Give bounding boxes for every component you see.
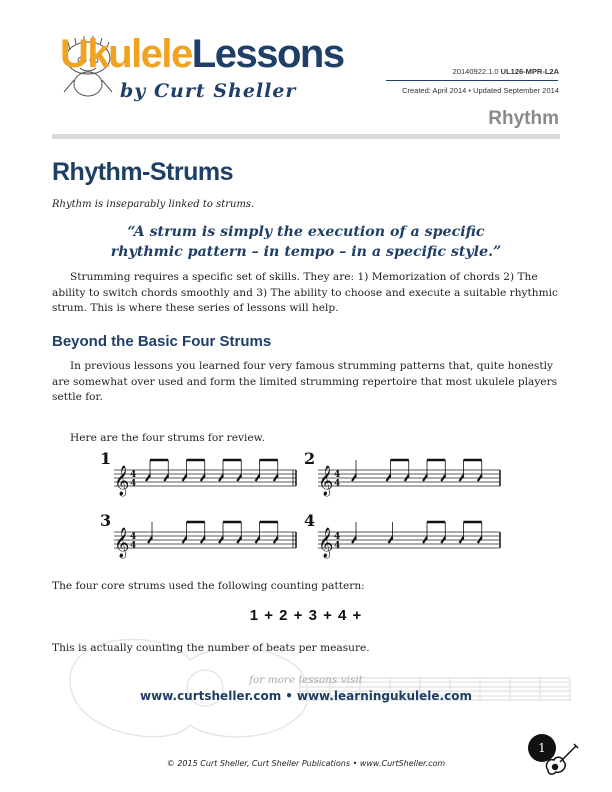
doc-version: 20140922.1.0 bbox=[452, 67, 499, 76]
page-title: Rhythm-Strums bbox=[52, 158, 234, 186]
treble-clef-icon: 𝄞 bbox=[318, 528, 334, 558]
logo-lessons-text: Lessons bbox=[191, 32, 344, 76]
quote-line-2: rhythmic pattern – in tempo – in a specific style.” bbox=[110, 244, 502, 260]
pull-quote bbox=[52, 222, 560, 262]
section-heading: Beyond the Basic Four Strums bbox=[52, 333, 272, 350]
copyright-notice: © 2015 Curt Sheller, Curt Sheller Publications • www.CurtSheller.com bbox=[166, 759, 446, 768]
paragraph-review: Here are the four strums for review. bbox=[70, 432, 265, 444]
intro-text: Rhythm is inseparably linked to strums. bbox=[52, 199, 255, 210]
doc-code: UL126-MPR-L2A bbox=[500, 67, 559, 76]
logo-ukulele-text: Ukulele bbox=[60, 32, 192, 76]
strum-notation bbox=[100, 450, 512, 568]
time-signature-bottom: 4 bbox=[334, 479, 341, 489]
more-lessons-label: for more lessons visit bbox=[249, 674, 363, 686]
link-learningukulele[interactable]: www.learningukulele.com bbox=[296, 689, 472, 703]
header-rule bbox=[386, 80, 558, 81]
paragraph-previous-lessons: In previous lessons you learned four very famous strumming patterns that, quite honestly are somewhat over used and form the limited strumming repertoire that most ukulele players settle for. bbox=[52, 360, 558, 403]
paragraph-skills: Strumming requires a specific set of skills. They are: 1) Memorization of chords 2) The ability to switch chords smoothly and 3) The ability to choose and execute a suitable rhythmic strum. This is where these series of lessons will help. bbox=[52, 271, 558, 314]
quote-line-1: “A strum is simply the execution of a specific bbox=[127, 224, 485, 240]
time-signature-top: 4 bbox=[130, 532, 137, 542]
doc-created-date: Created: April 2014 • Updated September 2014 bbox=[402, 86, 559, 95]
treble-clef-icon: 𝄞 bbox=[114, 466, 130, 496]
paragraph-counting-intro: The four core strums used the following counting pattern: bbox=[52, 580, 365, 592]
strum-number-4: 4 bbox=[304, 511, 316, 530]
treble-clef-icon: 𝄞 bbox=[114, 528, 130, 558]
paragraph-beats: This is actually counting the number of beats per measure. bbox=[52, 642, 370, 654]
time-signature-top: 4 bbox=[130, 470, 137, 480]
link-curtsheller[interactable]: www.curtsheller.com bbox=[140, 689, 282, 703]
page-number: 1 bbox=[528, 734, 556, 762]
section-tag: Rhythm bbox=[488, 108, 559, 129]
section-divider bbox=[52, 134, 560, 139]
time-signature-top: 4 bbox=[334, 470, 341, 480]
time-signature-bottom: 4 bbox=[334, 541, 341, 551]
strum-number-3: 3 bbox=[100, 511, 112, 530]
time-signature-bottom: 4 bbox=[130, 541, 137, 551]
time-signature-top: 4 bbox=[334, 532, 341, 542]
strum-number-2: 2 bbox=[304, 450, 316, 468]
logo-byline: by Curt Sheller bbox=[120, 80, 297, 102]
link-separator: • bbox=[285, 689, 293, 703]
doc-id bbox=[453, 67, 559, 76]
treble-clef-icon: 𝄞 bbox=[318, 466, 334, 496]
footer-links bbox=[52, 689, 560, 703]
logo-wordmark bbox=[60, 34, 344, 74]
time-signature-bottom: 4 bbox=[130, 479, 137, 489]
strum-number-1: 1 bbox=[100, 450, 112, 468]
counting-pattern: 1 + 2 + 3 + 4 + bbox=[249, 607, 363, 624]
